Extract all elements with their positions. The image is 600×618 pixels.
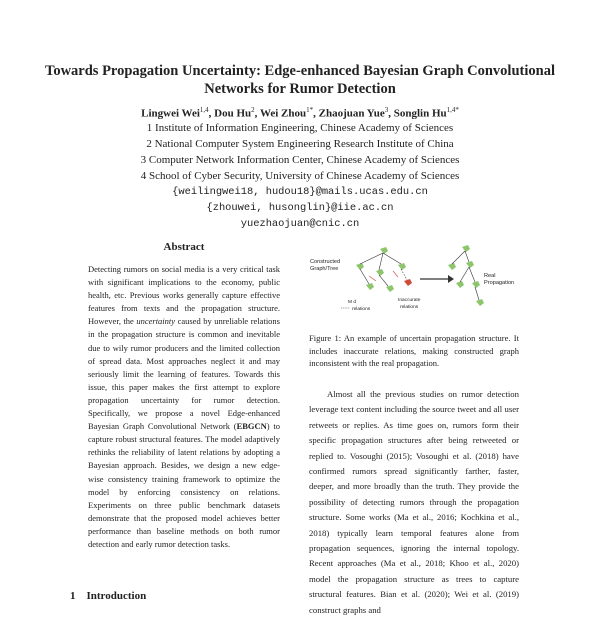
fig-label-missed: M d (348, 300, 356, 305)
abstract-body: Detecting rumors on social media is a very critical task with significant implications to the economy, public health, etc. Previous works generally capture effective features from texts and the propagation structure. However, the uncertainty caused by unreliable relations in the propagation structure is common and inevitable due to wily rumor producers and the limited collection of spread data. Most approaches neglect it and may seriously limit the learning of features. Towards this issue, this paper makes the first attempt to explore propagation uncertainty for rumor detection. Specifically, we propose a novel Edge-enhanced Bayesian Graph Convolutional Network (EBGCN) to capture robust structural features. The model adaptively rethinks the reliability of latent relations by adopting a Bayesian approach. Besides, we design a new edge-wise consistency training framework to optimize the model by enforcing consistency on relations. Experiments on three public benchmark datasets demonstrate that the proposed model achieves better performance than baseline methods on both rumor detection and early rumor detection tasks. (88, 264, 280, 549)
bird-icon (476, 299, 484, 306)
bird-icon (466, 261, 474, 268)
paper-title: Towards Propagation Uncertainty: Edge-enhanced Bayesian Graph Convolutional Networks for Rumor Detection (45, 63, 555, 97)
bird-icon (456, 281, 464, 288)
fig-label-missed-relations: relations (352, 307, 371, 312)
fig-label-graph: Graph/Tree (310, 266, 339, 272)
figure-1 (308, 243, 518, 325)
bird-icon (386, 285, 394, 292)
affiliation-2: 2 National Computer System Engineering Research Institute of China (146, 138, 454, 150)
email-line-2: {zhouwei, husonglin}@iie.ac.cn (206, 202, 394, 214)
bird-icon (462, 245, 470, 252)
email-line-1: {weilingwei18, hudou18}@mails.ucas.edu.cn (172, 186, 428, 198)
bird-icon (356, 263, 364, 270)
bird-icon (366, 283, 374, 290)
fig-label-inaccurate-relations: relations (400, 305, 419, 310)
real-edges (452, 251, 479, 300)
author-list: Lingwei Wei$^{1,4}$, Dou Hu$^2$, Wei Zhou$^{1*}$, Zhaojuan Yue$^3$, Songlin $Hu^{1,4*}$ (141, 106, 459, 120)
fig-label-real: Real (484, 273, 496, 279)
bird-icon (398, 263, 406, 270)
bird-icon (380, 247, 388, 254)
affiliation-4: 4 School of Cyber Security, University of Chinese Academy of Sciences (140, 170, 460, 182)
arrow-icon (420, 275, 454, 283)
bird-icon (376, 269, 384, 276)
figure-caption: Figure 1: An example of uncertain propagation structure. It includes inaccurate relations, making constructed graph inconsistent with the real propagation. (309, 333, 519, 368)
bird-icon (404, 279, 412, 286)
constructed-edges (360, 253, 407, 286)
intro-heading: 1 Introduction (70, 590, 147, 602)
email-line-3: yuezhaojuan@cnic.cn (240, 218, 360, 230)
fig-label-constructed: Constructed (310, 259, 341, 265)
bird-icon (472, 281, 480, 288)
bird-icon (448, 263, 456, 270)
affiliation-3: 3 Computer Network Information Center, Chinese Academy of Sciences (140, 154, 460, 166)
fig-label-inaccurate: Inaccurate (398, 298, 421, 303)
fig-label-propagation: Propagation (484, 280, 515, 286)
abstract-heading: Abstract (163, 241, 205, 253)
intro-paragraph: Almost all the previous studies on rumor detection leverage text content including the source tweet and all user retweets or replies. As time goes on, rumors form their specific propagation structures after being retweeted or replied to. Vosoughi (2015); Vosoughi et al. (2018) have confirmed rumors spread significantly farther, faster, deeper, and more broadly than the truth. They provide the possibility of detecting rumors through the propagation structure. Some works (Ma et al., 2016; Kochkina et al., 2018) typically learn temporal features alone from propagation sequences, ignoring the internal topology. Recent approaches (Ma et al., 2018; Khoo et al., 2020) model the propagation structure as trees to capture structural features. Bian et al. (2020); Wei et al. (2019) construct graphs and (309, 389, 519, 615)
model-name: Edge-enhanced Bayesian Graph Convolutional Network (88, 408, 280, 432)
model-abbr: EBGCN (236, 421, 267, 432)
affiliation-1: 1 Institute of Information Engineering, Chinese Academy of Sciences (146, 122, 454, 134)
